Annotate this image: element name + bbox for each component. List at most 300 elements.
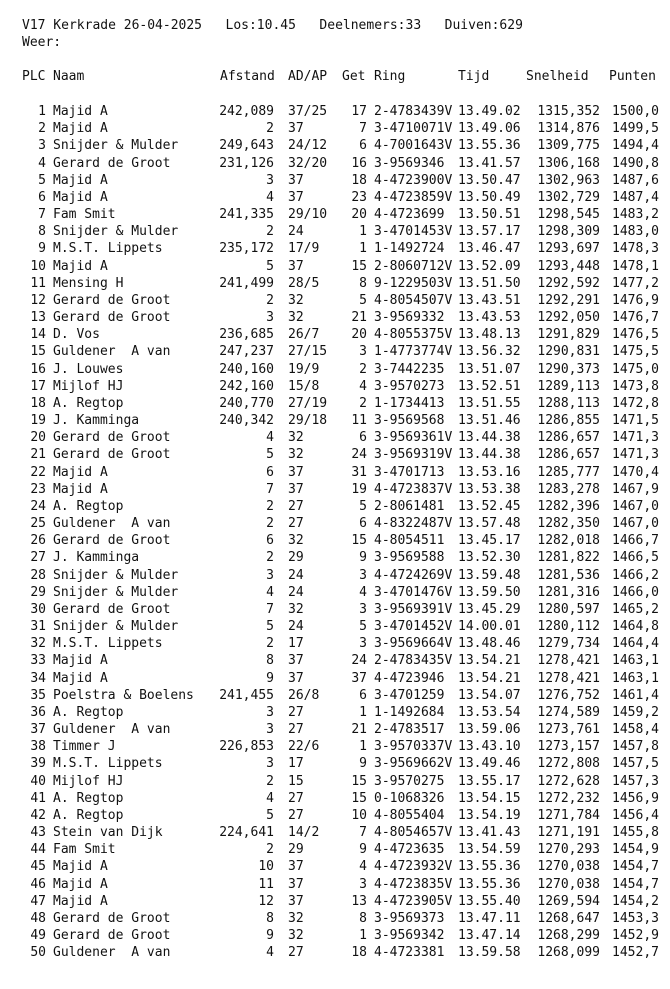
get-cell: 10 xyxy=(351,807,367,823)
ring-cell: 4-8055375V xyxy=(374,327,453,343)
naam-cell: Gerard de Groot xyxy=(53,928,171,944)
get-cell: 18 xyxy=(351,172,367,188)
snelheid-cell: 1270,038 xyxy=(537,876,600,892)
afstand-cell: 224,641 xyxy=(219,825,274,841)
get-cell: 24 xyxy=(351,653,367,669)
tijd-cell: 13.59.50 xyxy=(458,584,521,600)
afstand-cell: 241,335 xyxy=(219,207,274,223)
adap-cell: 37 xyxy=(288,189,304,205)
ring-cell: 4-4723900V xyxy=(374,172,453,188)
tijd-cell: 13.50.47 xyxy=(458,172,521,188)
punten-cell: 1467,0 xyxy=(612,498,659,514)
plc-cell: 30 xyxy=(30,601,46,617)
afstand-cell: 2 xyxy=(266,842,274,858)
punten-cell: 1478,1 xyxy=(612,258,659,274)
naam-cell: Majid A xyxy=(53,893,108,909)
adap-cell: 37 xyxy=(288,464,304,480)
snelheid-cell: 1286,657 xyxy=(537,430,600,446)
naam-cell: Fam Smit xyxy=(53,842,116,858)
ring-cell: 4-4723381 xyxy=(374,945,445,961)
tijd-cell: 13.52.51 xyxy=(458,378,521,394)
afstand-cell: 240,160 xyxy=(219,361,274,377)
adap-cell: 27 xyxy=(288,704,304,720)
snelheid-cell: 1268,299 xyxy=(537,928,600,944)
punten-cell: 1475,5 xyxy=(612,344,659,360)
afstand-cell: 4 xyxy=(266,790,274,806)
punten-cell: 1500,0 xyxy=(612,104,659,119)
plc-cell: 31 xyxy=(30,619,46,635)
get-cell: 5 xyxy=(359,498,367,514)
get-cell: 17 xyxy=(351,104,367,119)
punten-cell: 1467,0 xyxy=(612,516,659,532)
snelheid-cell: 1274,589 xyxy=(537,704,600,720)
tijd-cell: 13.55.40 xyxy=(458,893,521,909)
snelheid-cell: 1314,876 xyxy=(537,121,600,137)
plc-cell: 8 xyxy=(38,224,46,240)
report-title-line: V17 Kerkrade 26-04-2025 Los:10.45 Deelnemers:33 Duiven:629 xyxy=(22,18,523,33)
tijd-cell: 13.49.46 xyxy=(458,756,521,772)
afstand-cell: 242,089 xyxy=(219,104,274,119)
naam-cell: Majid A xyxy=(53,258,108,274)
tijd-cell: 13.50.49 xyxy=(458,189,521,205)
afstand-cell: 241,499 xyxy=(219,275,274,291)
adap-cell: 29/10 xyxy=(288,207,328,223)
ring-cell: 4-4723699 xyxy=(374,207,445,223)
punten-cell: 1465,2 xyxy=(612,601,659,617)
snelheid-cell: 1298,545 xyxy=(537,207,600,223)
plc-cell: 37 xyxy=(30,722,46,738)
get-cell: 3 xyxy=(359,567,367,583)
punten-cell: 1487,6 xyxy=(612,172,659,188)
get-cell: 5 xyxy=(359,619,367,635)
tijd-cell: 13.44.38 xyxy=(458,447,521,463)
tijd-cell: 13.54.19 xyxy=(458,807,521,823)
adap-cell: 37 xyxy=(288,893,304,909)
punten-cell: 1473,8 xyxy=(612,378,659,394)
plc-cell: 21 xyxy=(30,447,46,463)
punten-cell: 1470,4 xyxy=(612,464,659,480)
tijd-cell: 13.48.13 xyxy=(458,327,521,343)
adap-cell: 22/6 xyxy=(288,739,320,755)
tijd-cell: 13.53.54 xyxy=(458,704,521,720)
afstand-cell: 2 xyxy=(266,773,274,789)
afstand-cell: 9 xyxy=(266,670,274,686)
punten-cell: 1476,9 xyxy=(612,292,659,308)
adap-cell: 17 xyxy=(288,756,304,772)
snelheid-cell: 1282,018 xyxy=(537,533,600,549)
get-cell: 19 xyxy=(351,481,367,497)
tijd-cell: 13.45.29 xyxy=(458,601,521,617)
punten-cell: 1477,2 xyxy=(612,275,659,291)
naam-cell: D. Vos xyxy=(53,327,100,343)
tijd-cell: 13.52.45 xyxy=(458,498,521,514)
naam-cell: J. Kamminga xyxy=(53,413,140,429)
adap-cell: 26/8 xyxy=(288,687,320,703)
plc-cell: 10 xyxy=(30,258,46,274)
get-cell: 7 xyxy=(359,825,367,841)
snelheid-cell: 1281,316 xyxy=(537,584,600,600)
plc-cell: 4 xyxy=(38,155,46,171)
punten-cell: 1456,4 xyxy=(612,807,659,823)
naam-cell: A. Regtop xyxy=(53,790,124,806)
ring-cell: 3-9569373 xyxy=(374,910,445,926)
tijd-cell: 13.51.07 xyxy=(458,361,521,377)
plc-cell: 24 xyxy=(30,498,46,514)
punten-cell: 1457,5 xyxy=(612,756,659,772)
naam-cell: Majid A xyxy=(53,653,108,669)
punten-cell: 1466,7 xyxy=(612,533,659,549)
plc-cell: 39 xyxy=(30,756,46,772)
adap-cell: 27 xyxy=(288,516,304,532)
afstand-cell: 242,160 xyxy=(219,378,274,394)
plc-cell: 16 xyxy=(30,361,46,377)
get-cell: 3 xyxy=(359,876,367,892)
plc-cell: 49 xyxy=(30,928,46,944)
afstand-cell: 3 xyxy=(266,310,274,326)
plc-cell: 2 xyxy=(38,121,46,137)
adap-cell: 37 xyxy=(288,121,304,137)
afstand-cell: 240,342 xyxy=(219,413,274,429)
naam-cell: Guldener A van xyxy=(53,516,171,532)
naam-cell: Guldener A van xyxy=(53,722,171,738)
tijd-cell: 13.47.11 xyxy=(458,910,521,926)
naam-cell: Gerard de Groot xyxy=(53,310,171,326)
afstand-cell: 241,455 xyxy=(219,687,274,703)
ring-cell: 4-4723635 xyxy=(374,842,445,858)
naam-cell: Fam Smit xyxy=(53,207,116,223)
snelheid-cell: 1298,309 xyxy=(537,224,600,240)
adap-cell: 28/5 xyxy=(288,275,320,291)
punten-cell: 1454,2 xyxy=(612,893,659,909)
snelheid-cell: 1278,421 xyxy=(537,653,600,669)
ring-cell: 3-4701713 xyxy=(374,464,445,480)
snelheid-cell: 1280,597 xyxy=(537,601,600,617)
snelheid-cell: 1289,113 xyxy=(537,378,600,394)
tijd-cell: 13.41.57 xyxy=(458,155,521,171)
snelheid-cell: 1273,157 xyxy=(537,739,600,755)
naam-cell: Gerard de Groot xyxy=(53,155,171,171)
ring-cell: 4-4723946 xyxy=(374,670,445,686)
tijd-cell: 13.55.17 xyxy=(458,773,521,789)
snelheid-cell: 1292,592 xyxy=(537,275,600,291)
tijd-cell: 13.56.32 xyxy=(458,344,521,360)
adap-cell: 27/19 xyxy=(288,395,328,411)
ring-cell: 4-4723835V xyxy=(374,876,453,892)
get-cell: 6 xyxy=(359,687,367,703)
get-cell: 24 xyxy=(351,447,367,463)
punten-cell: 1487,4 xyxy=(612,189,659,205)
get-cell: 6 xyxy=(359,516,367,532)
ring-cell: 3-4701476V xyxy=(374,584,453,600)
afstand-cell: 4 xyxy=(266,189,274,205)
adap-cell: 32 xyxy=(288,601,304,617)
punten-cell: 1466,2 xyxy=(612,567,659,583)
naam-cell: Majid A xyxy=(53,876,108,892)
col-adap-header: AD/AP xyxy=(288,69,328,84)
plc-cell: 7 xyxy=(38,207,46,223)
snelheid-cell: 1306,168 xyxy=(537,155,600,171)
snelheid-cell: 1281,822 xyxy=(537,550,600,566)
get-cell: 3 xyxy=(359,636,367,652)
naam-cell: Poelstra & Boelens xyxy=(53,687,194,703)
get-cell: 21 xyxy=(351,310,367,326)
ring-cell: 3-9569346 xyxy=(374,155,445,171)
adap-cell: 24 xyxy=(288,224,304,240)
ring-cell: 3-9569319V xyxy=(374,447,453,463)
snelheid-cell: 1292,050 xyxy=(537,310,600,326)
afstand-cell: 5 xyxy=(266,447,274,463)
snelheid-cell: 1280,112 xyxy=(537,619,600,635)
naam-cell: Gerard de Groot xyxy=(53,910,171,926)
tijd-cell: 13.52.30 xyxy=(458,550,521,566)
ring-cell: 2-4783435V xyxy=(374,653,453,669)
snelheid-cell: 1285,777 xyxy=(537,464,600,480)
ring-cell: 9-1229503V xyxy=(374,275,453,291)
snelheid-cell: 1282,350 xyxy=(537,516,600,532)
adap-cell: 27 xyxy=(288,945,304,961)
plc-cell: 25 xyxy=(30,516,46,532)
naam-cell: Stein van Dijk xyxy=(53,825,163,841)
plc-cell: 15 xyxy=(30,344,46,360)
ring-cell: 4-4723859V xyxy=(374,189,453,205)
plc-cell: 14 xyxy=(30,327,46,343)
afstand-cell: 2 xyxy=(266,516,274,532)
get-cell: 6 xyxy=(359,430,367,446)
plc-cell: 32 xyxy=(30,636,46,652)
tijd-cell: 13.49.02 xyxy=(458,104,521,119)
snelheid-cell: 1291,829 xyxy=(537,327,600,343)
tijd-cell: 13.44.38 xyxy=(458,430,521,446)
adap-cell: 37/25 xyxy=(288,104,328,119)
naam-cell: J. Louwes xyxy=(53,361,124,377)
snelheid-cell: 1282,396 xyxy=(537,498,600,514)
punten-cell: 1454,9 xyxy=(612,842,659,858)
ring-cell: 3-4710071V xyxy=(374,121,453,137)
ring-cell: 4-8054507V xyxy=(374,292,453,308)
get-cell: 11 xyxy=(351,413,367,429)
naam-cell: Timmer J xyxy=(53,739,116,755)
ring-cell: 3-9569588 xyxy=(374,550,445,566)
adap-cell: 17 xyxy=(288,636,304,652)
get-cell: 9 xyxy=(359,550,367,566)
snelheid-cell: 1288,113 xyxy=(537,395,600,411)
ring-cell: 4-4723905V xyxy=(374,893,453,909)
afstand-cell: 235,172 xyxy=(219,241,274,257)
ring-cell: 3-4701453V xyxy=(374,224,453,240)
snelheid-cell: 1272,628 xyxy=(537,773,600,789)
afstand-cell: 9 xyxy=(266,928,274,944)
afstand-cell: 249,643 xyxy=(219,138,274,154)
adap-cell: 32/20 xyxy=(288,155,328,171)
afstand-cell: 12 xyxy=(258,893,274,909)
snelheid-cell: 1270,293 xyxy=(537,842,600,858)
tijd-cell: 13.53.16 xyxy=(458,464,521,480)
get-cell: 15 xyxy=(351,790,367,806)
adap-cell: 15 xyxy=(288,773,304,789)
snelheid-cell: 1271,784 xyxy=(537,807,600,823)
adap-cell: 32 xyxy=(288,910,304,926)
adap-cell: 37 xyxy=(288,653,304,669)
naam-cell: A. Regtop xyxy=(53,395,124,411)
adap-cell: 37 xyxy=(288,172,304,188)
get-cell: 16 xyxy=(351,155,367,171)
punten-cell: 1454,7 xyxy=(612,876,659,892)
plc-cell: 35 xyxy=(30,687,46,703)
naam-cell: Majid A xyxy=(53,172,108,188)
naam-cell: Gerard de Groot xyxy=(53,430,171,446)
adap-cell: 26/7 xyxy=(288,327,320,343)
plc-cell: 34 xyxy=(30,670,46,686)
snelheid-cell: 1281,536 xyxy=(537,567,600,583)
afstand-cell: 2 xyxy=(266,224,274,240)
adap-cell: 32 xyxy=(288,430,304,446)
ring-cell: 3-9570275 xyxy=(374,773,445,789)
plc-cell: 40 xyxy=(30,773,46,789)
tijd-cell: 14.00.01 xyxy=(458,619,521,635)
snelheid-cell: 1271,191 xyxy=(537,825,600,841)
plc-cell: 28 xyxy=(30,567,46,583)
ring-cell: 4-4724269V xyxy=(374,567,453,583)
tijd-cell: 13.46.47 xyxy=(458,241,521,257)
ring-cell: 3-9570273 xyxy=(374,378,445,394)
naam-cell: Guldener A van xyxy=(53,344,171,360)
get-cell: 15 xyxy=(351,773,367,789)
col-tijd-header: Tijd xyxy=(458,69,490,84)
plc-cell: 47 xyxy=(30,893,46,909)
get-cell: 9 xyxy=(359,842,367,858)
naam-cell: Snijder & Mulder xyxy=(53,584,179,600)
punten-cell: 1454,7 xyxy=(612,859,659,875)
ring-cell: 3-9569391V xyxy=(374,601,453,617)
ring-cell: 4-8054511 xyxy=(374,533,445,549)
ring-cell: 3-9570337V xyxy=(374,739,453,755)
punten-cell: 1476,7 xyxy=(612,310,659,326)
afstand-cell: 6 xyxy=(266,533,274,549)
naam-cell: Gerard de Groot xyxy=(53,533,171,549)
naam-cell: Gerard de Groot xyxy=(53,447,171,463)
naam-cell: A. Regtop xyxy=(53,498,124,514)
ring-cell: 2-8061481 xyxy=(374,498,445,514)
afstand-cell: 2 xyxy=(266,550,274,566)
naam-cell: M.S.T. Lippets xyxy=(53,636,163,652)
get-cell: 13 xyxy=(351,893,367,909)
tijd-cell: 13.59.48 xyxy=(458,567,521,583)
snelheid-cell: 1278,421 xyxy=(537,670,600,686)
punten-cell: 1494,4 xyxy=(612,138,659,154)
punten-cell: 1457,8 xyxy=(612,739,659,755)
adap-cell: 37 xyxy=(288,258,304,274)
afstand-cell: 236,685 xyxy=(219,327,274,343)
get-cell: 1 xyxy=(359,704,367,720)
plc-cell: 6 xyxy=(38,189,46,205)
get-cell: 3 xyxy=(359,344,367,360)
plc-cell: 17 xyxy=(30,378,46,394)
adap-cell: 27 xyxy=(288,498,304,514)
col-snelheid-header: Snelheid xyxy=(526,69,589,84)
get-cell: 1 xyxy=(359,928,367,944)
snelheid-cell: 1269,594 xyxy=(537,893,600,909)
get-cell: 1 xyxy=(359,739,367,755)
snelheid-cell: 1286,855 xyxy=(537,413,600,429)
naam-cell: Majid A xyxy=(53,464,108,480)
get-cell: 23 xyxy=(351,189,367,205)
afstand-cell: 11 xyxy=(258,876,274,892)
adap-cell: 24 xyxy=(288,619,304,635)
tijd-cell: 13.47.14 xyxy=(458,928,521,944)
naam-cell: A. Regtop xyxy=(53,807,124,823)
snelheid-cell: 1302,729 xyxy=(537,189,600,205)
afstand-cell: 231,126 xyxy=(219,155,274,171)
adap-cell: 17/9 xyxy=(288,241,320,257)
col-afstand-header: Afstand xyxy=(220,69,275,84)
punten-cell: 1452,9 xyxy=(612,928,659,944)
tijd-cell: 13.54.15 xyxy=(458,790,521,806)
get-cell: 3 xyxy=(359,601,367,617)
tijd-cell: 13.53.38 xyxy=(458,481,521,497)
snelheid-cell: 1272,232 xyxy=(537,790,600,806)
adap-cell: 29 xyxy=(288,550,304,566)
tijd-cell: 13.55.36 xyxy=(458,138,521,154)
weather-label: Weer: xyxy=(22,35,62,50)
snelheid-cell: 1268,647 xyxy=(537,910,600,926)
adap-cell: 15/8 xyxy=(288,378,320,394)
get-cell: 18 xyxy=(351,945,367,961)
plc-cell: 43 xyxy=(30,825,46,841)
get-cell: 1 xyxy=(359,241,367,257)
plc-cell: 23 xyxy=(30,481,46,497)
adap-cell: 32 xyxy=(288,310,304,326)
naam-cell: M.S.T. Lippets xyxy=(53,241,163,257)
get-cell: 20 xyxy=(351,327,367,343)
afstand-cell: 4 xyxy=(266,584,274,600)
get-cell: 21 xyxy=(351,722,367,738)
punten-cell: 1478,3 xyxy=(612,241,659,257)
afstand-cell: 7 xyxy=(266,481,274,497)
afstand-cell: 10 xyxy=(258,859,274,875)
plc-cell: 36 xyxy=(30,704,46,720)
get-cell: 2 xyxy=(359,361,367,377)
punten-cell: 1459,2 xyxy=(612,704,659,720)
tijd-cell: 13.54.21 xyxy=(458,670,521,686)
ring-cell: 1-1492684 xyxy=(374,704,445,720)
snelheid-cell: 1268,099 xyxy=(537,945,600,961)
ring-cell: 3-9569568 xyxy=(374,413,445,429)
afstand-cell: 7 xyxy=(266,601,274,617)
plc-cell: 46 xyxy=(30,876,46,892)
afstand-cell: 2 xyxy=(266,121,274,137)
naam-cell: Mijlof HJ xyxy=(53,773,124,789)
plc-cell: 50 xyxy=(30,945,46,961)
afstand-cell: 6 xyxy=(266,464,274,480)
plc-cell: 41 xyxy=(30,790,46,806)
adap-cell: 19/9 xyxy=(288,361,320,377)
tijd-cell: 13.55.36 xyxy=(458,876,521,892)
snelheid-cell: 1273,761 xyxy=(537,722,600,738)
punten-cell: 1490,8 xyxy=(612,155,659,171)
snelheid-cell: 1315,352 xyxy=(537,104,600,119)
ring-cell: 4-4723932V xyxy=(374,859,453,875)
ring-cell: 1-4773774V xyxy=(374,344,453,360)
col-punten-header: Punten xyxy=(609,69,656,84)
punten-cell: 1466,0 xyxy=(612,584,659,600)
snelheid-cell: 1272,808 xyxy=(537,756,600,772)
col-plc-header: PLC xyxy=(22,69,46,84)
naam-cell: Majid A xyxy=(53,104,108,119)
tijd-cell: 13.45.17 xyxy=(458,533,521,549)
adap-cell: 24/12 xyxy=(288,138,328,154)
tijd-cell: 13.41.43 xyxy=(458,825,521,841)
snelheid-cell: 1290,831 xyxy=(537,344,600,360)
